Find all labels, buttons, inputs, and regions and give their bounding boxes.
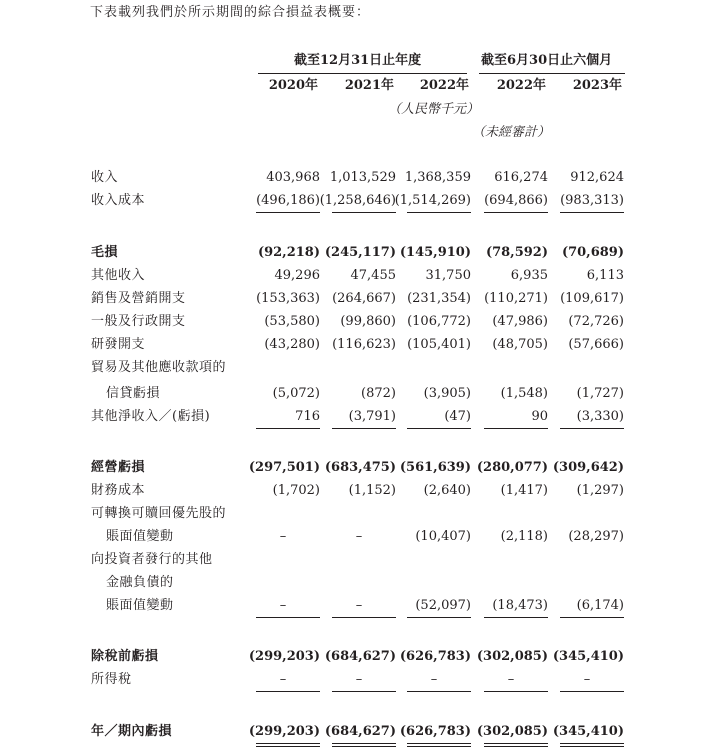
total-double-underline: [484, 746, 548, 747]
header-col-2021: 2021年: [344, 78, 394, 93]
row-label: 賬面值變動: [106, 598, 174, 613]
row-value: (626,783): [399, 649, 471, 664]
header-col-2022-h1: 2022年: [496, 78, 546, 93]
row-value: (52,097): [415, 598, 471, 613]
row-value: (53,580): [264, 314, 320, 329]
row-label: 研發開支: [91, 337, 146, 352]
row-value: (983,313): [560, 193, 624, 208]
row-label: 一般及行政開支: [91, 314, 186, 329]
row-label: 毛損: [91, 245, 119, 260]
subtotal-underline: [560, 617, 624, 618]
row-value: 49,296: [274, 268, 320, 283]
row-label: 財務成本: [91, 483, 146, 498]
row-value: (28,297): [568, 529, 624, 544]
row-label: 經營虧損: [91, 460, 146, 475]
row-label: 銷售及營銷開支: [91, 291, 186, 306]
row-value: (116,623): [332, 337, 396, 352]
row-label: 其他收入: [91, 268, 146, 283]
row-value: (684,627): [324, 649, 396, 664]
row-value: (694,866): [484, 193, 548, 208]
row-value: 6,113: [586, 268, 624, 283]
row-value: (6,174): [576, 598, 624, 613]
subtotal-underline: [332, 212, 396, 213]
row-value: (92,218): [257, 245, 320, 260]
subtotal-underline: [332, 691, 396, 692]
row-value: (1,258,646): [319, 193, 396, 208]
subtotal-underline: [407, 691, 471, 692]
row-value: (1,548): [500, 386, 548, 401]
row-value: (309,642): [552, 460, 624, 475]
subtotal-underline: [407, 212, 471, 213]
header-col-2022: 2022年: [419, 78, 469, 93]
row-value: 1,368,359: [404, 170, 471, 185]
row-value: (105,401): [407, 337, 471, 352]
total-double-underline: [332, 743, 396, 744]
row-label: 其他淨收入／(虧損): [91, 409, 211, 424]
row-value: (72,726): [568, 314, 624, 329]
row-value: (297,501): [248, 460, 320, 475]
row-value: –: [279, 598, 287, 613]
subtotal-underline: [332, 617, 396, 618]
row-value: (302,085): [476, 724, 548, 739]
row-value: (10,407): [415, 529, 471, 544]
total-double-underline: [256, 743, 320, 744]
subtotal-underline: [407, 617, 471, 618]
row-value: (47,986): [492, 314, 548, 329]
row-value: (145,910): [399, 245, 471, 260]
row-value: (3,791): [348, 409, 396, 424]
row-value: (1,152): [348, 483, 396, 498]
header-year-group: 截至12月31日止年度: [294, 53, 422, 68]
row-value: 616,274: [494, 170, 548, 185]
row-value: –: [355, 598, 363, 613]
header-half-group: 截至6月30日止六個月: [481, 53, 613, 68]
row-value: 31,750: [425, 268, 471, 283]
row-value: 403,968: [266, 170, 320, 185]
header-half-rule: [479, 73, 625, 74]
row-value: 1,013,529: [329, 170, 396, 185]
row-value: 716: [295, 409, 320, 424]
row-value: (78,592): [485, 245, 548, 260]
subtotal-underline: [484, 428, 548, 429]
row-value: (561,639): [399, 460, 471, 475]
row-value: (110,271): [484, 291, 548, 306]
row-label: 信貸虧損: [106, 386, 161, 401]
row-value: (5,072): [272, 386, 320, 401]
row-value: (1,727): [576, 386, 624, 401]
total-double-underline: [332, 746, 396, 747]
row-value: 90: [531, 409, 548, 424]
row-value: –: [583, 672, 591, 687]
row-label: 貿易及其他應收款項的: [91, 360, 227, 375]
subtotal-underline: [256, 212, 320, 213]
currency-note: （人民幣千元）: [388, 102, 480, 117]
row-value: (299,203): [248, 649, 320, 664]
row-value: (57,666): [568, 337, 624, 352]
row-value: (106,772): [407, 314, 471, 329]
row-value: (153,363): [256, 291, 320, 306]
subtotal-underline: [256, 617, 320, 618]
subtotal-underline: [484, 691, 548, 692]
row-value: (3,905): [423, 386, 471, 401]
row-value: –: [355, 529, 363, 544]
row-value: 6,935: [510, 268, 548, 283]
subtotal-underline: [256, 428, 320, 429]
row-value: 912,624: [570, 170, 624, 185]
row-value: (18,473): [492, 598, 548, 613]
total-double-underline: [407, 743, 471, 744]
subtotal-underline: [560, 691, 624, 692]
row-value: (245,117): [324, 245, 396, 260]
row-value: 47,455: [350, 268, 396, 283]
row-value: (684,627): [324, 724, 396, 739]
row-value: (496,186): [256, 193, 320, 208]
subtotal-underline: [484, 617, 548, 618]
row-value: –: [279, 672, 287, 687]
intro-text: 下表載列我們於所示期間的綜合損益表概要：: [90, 5, 371, 20]
row-value: –: [430, 672, 438, 687]
row-value: (872): [361, 386, 396, 401]
row-value: (47): [444, 409, 471, 424]
subtotal-underline: [484, 212, 548, 213]
row-value: –: [507, 672, 515, 687]
row-value: (683,475): [324, 460, 396, 475]
row-value: (1,514,269): [394, 193, 471, 208]
subtotal-underline: [560, 428, 624, 429]
header-col-2020: 2020年: [268, 78, 318, 93]
subtotal-underline: [256, 691, 320, 692]
row-label: 年／期內虧損: [91, 724, 173, 739]
row-value: (1,297): [576, 483, 624, 498]
total-double-underline: [560, 743, 624, 744]
row-label: 向投資者發行的其他: [91, 552, 213, 567]
row-value: (1,417): [500, 483, 548, 498]
row-label: 所得稅: [91, 672, 132, 687]
row-value: (43,280): [264, 337, 320, 352]
row-value: –: [279, 529, 287, 544]
row-value: (626,783): [399, 724, 471, 739]
row-value: (2,640): [423, 483, 471, 498]
row-value: –: [355, 672, 363, 687]
subtotal-underline: [332, 428, 396, 429]
row-value: (3,330): [576, 409, 624, 424]
row-value: (299,203): [248, 724, 320, 739]
row-value: (70,689): [561, 245, 624, 260]
total-double-underline: [560, 746, 624, 747]
row-value: (99,860): [340, 314, 396, 329]
row-label: 賬面值變動: [106, 529, 174, 544]
row-label: 除稅前虧損: [91, 649, 159, 664]
total-double-underline: [256, 746, 320, 747]
row-value: (345,410): [552, 724, 624, 739]
row-label: 可轉換可贖回優先股的: [91, 506, 227, 521]
header-col-2023-h1: 2023年: [572, 78, 622, 93]
total-double-underline: [484, 743, 548, 744]
row-value: (109,617): [560, 291, 624, 306]
subtotal-underline: [560, 212, 624, 213]
row-value: (231,354): [407, 291, 471, 306]
row-label: 收入成本: [91, 193, 146, 208]
row-label: 金融負債的: [106, 575, 174, 590]
total-double-underline: [407, 746, 471, 747]
row-value: (302,085): [476, 649, 548, 664]
row-value: (48,705): [492, 337, 548, 352]
unaudited-note: （未經審計）: [472, 125, 551, 140]
row-label: 收入: [91, 170, 119, 185]
row-value: (2,118): [500, 529, 548, 544]
subtotal-underline: [407, 428, 471, 429]
row-value: (264,667): [332, 291, 396, 306]
row-value: (345,410): [552, 649, 624, 664]
row-value: (1,702): [272, 483, 320, 498]
header-year-rule: [258, 73, 467, 74]
row-value: (280,077): [476, 460, 548, 475]
